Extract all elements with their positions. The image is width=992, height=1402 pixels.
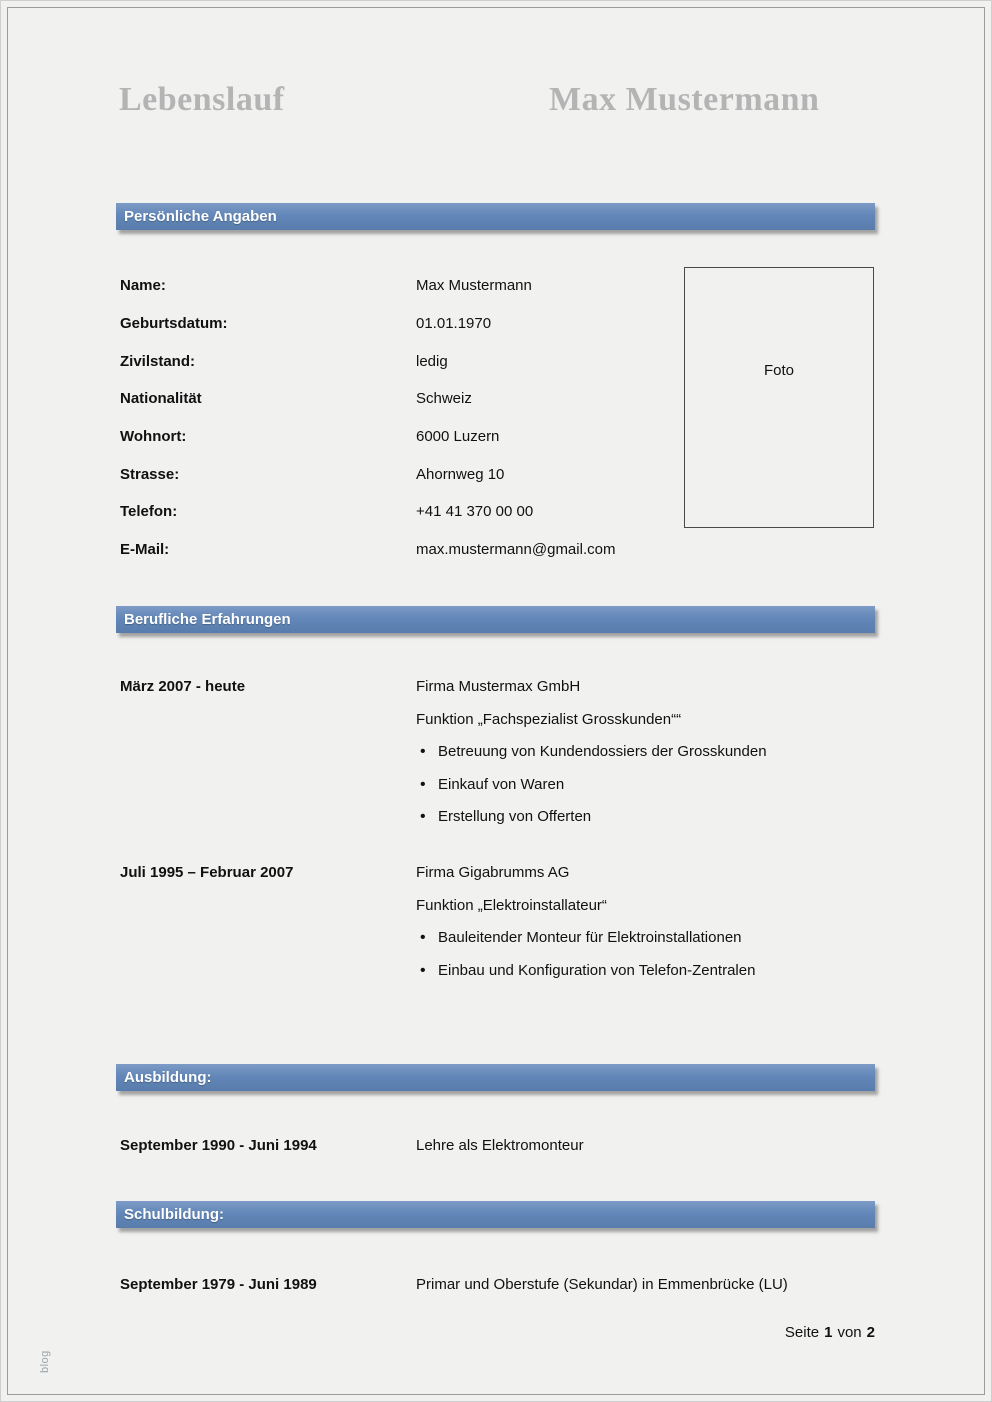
personal-row-nationality bbox=[120, 380, 680, 418]
field-value: 01.01.1970 bbox=[416, 315, 492, 333]
bullet-item: • Einbau und Konfiguration von Telefon-Zentralen bbox=[416, 955, 878, 988]
field-value: Max Mustermann bbox=[416, 277, 532, 295]
experience-detail bbox=[416, 671, 878, 834]
field-label: E-Mail: bbox=[120, 541, 170, 559]
bullet-item: • Erstellung von Offerten bbox=[416, 801, 878, 834]
experience-role: Funktion „Elektroinstallateur“ bbox=[416, 896, 607, 914]
section-header-education bbox=[116, 1064, 875, 1091]
experience-role: Funktion „Fachspezialist Grosskunden““ bbox=[416, 710, 682, 728]
bullet-item: • Bauleitender Monteur für Elektroinstallationen bbox=[416, 922, 878, 955]
footer-prefix: Seite bbox=[784, 1324, 820, 1341]
school-entry bbox=[120, 1276, 878, 1293]
field-value: max.mustermann@gmail.com bbox=[416, 541, 616, 559]
education-period: September 1990 - Juni 1994 bbox=[120, 1137, 317, 1154]
section-header-school-label: Schulbildung: bbox=[124, 1206, 224, 1223]
field-value: 6000 Luzern bbox=[416, 428, 500, 446]
school-period: September 1979 - Juni 1989 bbox=[120, 1276, 317, 1293]
experience-entry bbox=[120, 857, 878, 987]
experience-period: Juli 1995 – Februar 2007 bbox=[120, 864, 294, 881]
field-label: Geburtsdatum: bbox=[120, 315, 228, 333]
personal-row-street bbox=[120, 455, 680, 493]
education-text: Lehre als Elektromonteur bbox=[416, 1137, 584, 1154]
personal-row-birthdate bbox=[120, 305, 680, 343]
personal-row-email bbox=[120, 531, 680, 569]
experience-entry bbox=[120, 671, 878, 834]
field-label: Telefon: bbox=[120, 503, 178, 521]
experience-bullet-list bbox=[416, 736, 878, 834]
field-label: Nationalität bbox=[120, 390, 202, 408]
section-header-experience bbox=[116, 606, 875, 633]
field-value: +41 41 370 00 00 bbox=[416, 503, 534, 521]
footer-total-pages: 2 bbox=[866, 1324, 875, 1341]
field-label: Zivilstand: bbox=[120, 352, 196, 370]
bullet-item: • Betreuung von Kundendossiers der Grosskunden bbox=[416, 736, 878, 769]
experience-company: Firma Mustermax GmbH bbox=[416, 678, 581, 695]
footer-page-number: 1 bbox=[824, 1324, 833, 1341]
education-entry bbox=[120, 1137, 878, 1154]
field-label: Name: bbox=[120, 277, 166, 295]
section-header-personal bbox=[116, 203, 875, 230]
field-value: Schweiz bbox=[416, 390, 472, 408]
bullet-item: • Einkauf von Waren bbox=[416, 769, 878, 802]
personal-row-marital-status bbox=[120, 342, 680, 380]
experience-bullet-list bbox=[416, 922, 878, 987]
personal-row-city bbox=[120, 418, 680, 456]
field-label: Wohnort: bbox=[120, 428, 187, 446]
photo-placeholder bbox=[684, 267, 874, 528]
watermark-blog: blog bbox=[39, 1350, 51, 1373]
field-value: Ahornweg 10 bbox=[416, 465, 505, 483]
school-text: Primar und Oberstufe (Sekundar) in Emmenbrücke (LU) bbox=[416, 1276, 788, 1293]
personal-row-phone bbox=[120, 493, 680, 531]
personal-details-table bbox=[120, 267, 680, 569]
experience-detail bbox=[416, 857, 878, 987]
section-header-education-label: Ausbildung: bbox=[124, 1069, 212, 1086]
document-title: Lebenslauf bbox=[119, 81, 285, 118]
experience-period: März 2007 - heute bbox=[120, 678, 246, 695]
personal-row-name bbox=[120, 267, 680, 305]
section-header-school bbox=[116, 1201, 875, 1228]
page-footer bbox=[120, 1324, 875, 1341]
experience-company: Firma Gigabrumms AG bbox=[416, 864, 570, 881]
section-header-experience-label: Berufliche Erfahrungen bbox=[124, 611, 291, 628]
section-header-personal-label: Persönliche Angaben bbox=[124, 208, 277, 225]
field-label: Strasse: bbox=[120, 465, 180, 483]
document-author-name: Max Mustermann bbox=[549, 81, 820, 118]
field-value: ledig bbox=[416, 352, 448, 370]
photo-placeholder-label: Foto bbox=[763, 362, 794, 379]
footer-separator: von bbox=[837, 1324, 862, 1341]
